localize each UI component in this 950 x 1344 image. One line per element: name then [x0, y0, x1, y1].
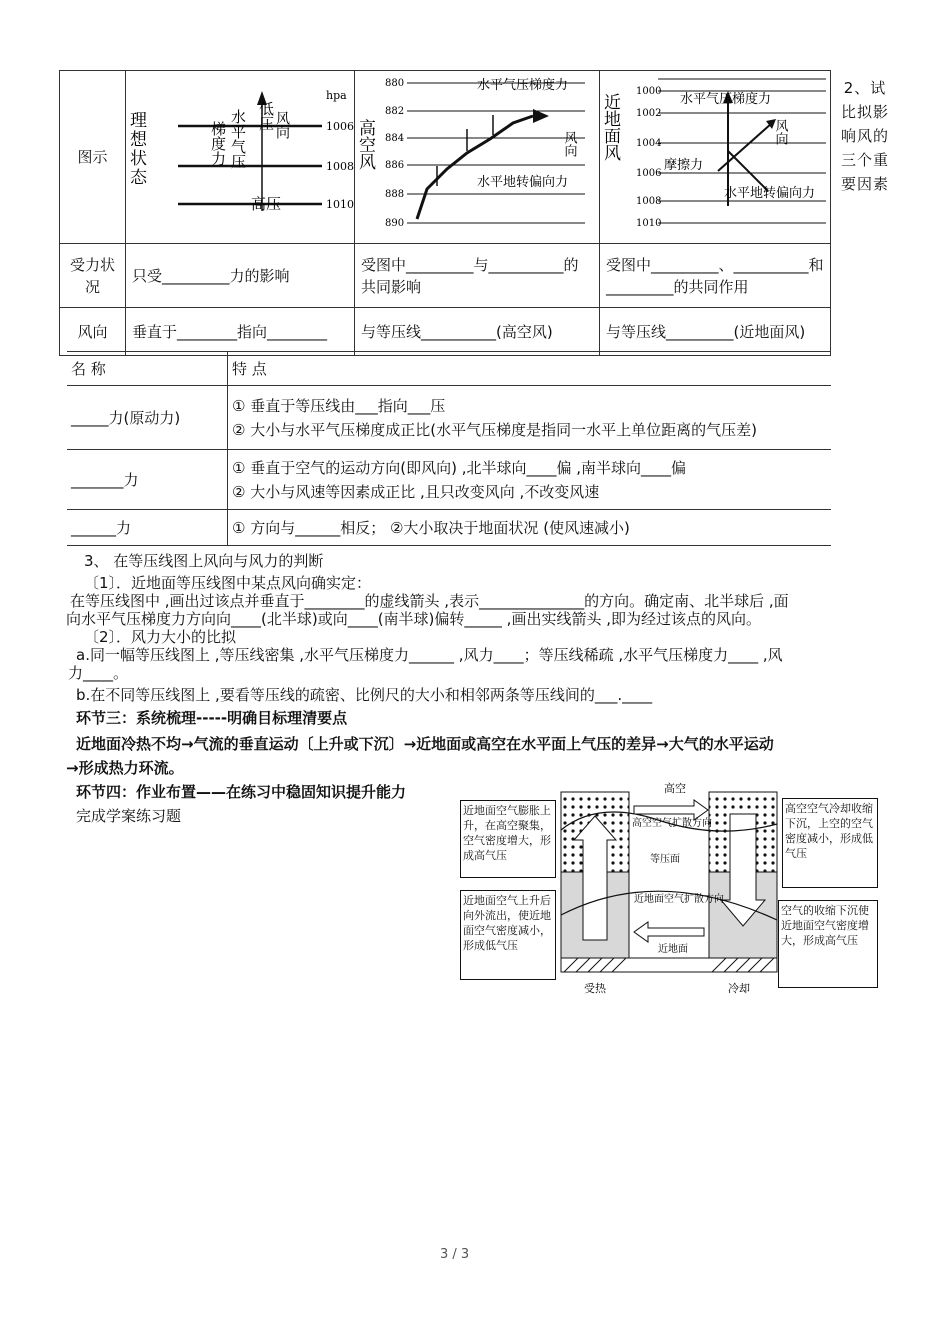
upper-wind-label: 风向	[561, 131, 577, 157]
upper-coriolis-label: 水平地转偏向力	[477, 175, 569, 190]
surface-isobar-label: 1002	[636, 108, 662, 119]
force-ideal: 只受_________力的影响	[126, 244, 355, 308]
section-3-1-title: 〔1〕．近地面等压线图中某点风向确实定：	[84, 574, 372, 592]
upper-wind-diagram	[355, 71, 599, 237]
wind-force-table	[59, 70, 831, 356]
surface-isobar-label: 1000	[636, 86, 662, 97]
upper-isobar-label: 882	[385, 106, 405, 117]
upper-isobar-label: 890	[385, 218, 405, 229]
box-top-right: 高空空气冷却收缩下沉，上空的空气密度减小，形成低气压	[782, 798, 878, 888]
upper-diagram-cell	[355, 71, 600, 244]
section-3-2-title: 〔2〕．风力大小的比拟	[84, 628, 237, 646]
surface-isobar-label: 1004	[636, 138, 662, 149]
upper-flow-label: 高空空气扩散方向	[632, 818, 712, 829]
row-label-wind: 风向	[60, 308, 126, 356]
ideal-gradient-label: 梯度力	[209, 121, 227, 166]
surface-wind-label: 风向	[772, 119, 788, 145]
force-name: _____力(原动力)	[67, 386, 228, 450]
force-name: _______力	[67, 450, 228, 510]
section-heading: 环节三：系统梳理-----明确目标理清要点	[76, 709, 348, 727]
ideal-horizontal-label: 水平气压	[229, 109, 247, 169]
ideal-high-label: 高压	[251, 195, 282, 213]
upper-title: 高空风	[355, 119, 375, 170]
section-3-2-text: a.同一幅等压线图上 ,等压线密集 ,水平气压梯度力______ ,风力____；等压线稀疏 ,水平气压梯度力____ ,风	[76, 646, 783, 664]
force-characteristics-table	[67, 351, 831, 546]
upper-isobar-label: 886	[385, 160, 405, 171]
section-3-title: 3、 在等压线图上风向与风力的判断	[84, 552, 324, 570]
surface-coriolis-label: 水平地转偏向力	[724, 186, 816, 201]
surface-isobar-label: 1006	[636, 168, 662, 179]
summary-text: →形成热力环流。	[66, 759, 184, 777]
ideal-unit: hpa	[326, 89, 347, 102]
ideal-low-label: 低压	[257, 101, 275, 131]
ideal-diagram-cell	[126, 71, 355, 244]
upper-isobar-label: 884	[385, 133, 405, 144]
upper-isobar-label: 880	[385, 78, 405, 89]
force-feature: ① 垂直于等压线由___指向___压	[232, 396, 446, 415]
homework-text: 完成学案练习题	[76, 807, 182, 825]
box-bottom-right: 空气的收缩下沉使近地面空气密度增大，形成高气压	[778, 900, 878, 988]
upper-isobar-label: 888	[385, 189, 405, 200]
section-3-1-text: 在等压线图中 ,画出过该点并垂直于________的虚线箭头 ,表示______________的方向。确定南、北半球后 ,面	[70, 592, 789, 610]
header-feature: 特 点	[228, 352, 832, 386]
force-feature: ② 大小与水平气压梯度成正比(水平气压梯度是指同一水平上单位距离的气压差)	[232, 420, 757, 439]
ideal-isobar-label: 1010	[326, 198, 354, 211]
section-3-2-text: 力____。	[68, 664, 129, 682]
surface-title: 近地面风	[600, 93, 620, 161]
upper-gradient-label: 水平气压梯度力	[477, 78, 569, 93]
header-name: 名 称	[67, 352, 228, 386]
force-feature: ② 大小与风速等因素成正比 ,且只改变风向 ,不改变风速	[232, 482, 600, 501]
section-3-2-text: b.在不同等压线图上 ,要看等压线的疏密、比例尺的大小和相邻两条等压线间的___.____	[76, 686, 653, 704]
surface-friction-label: 摩擦力	[664, 158, 704, 173]
row-label-diagram: 图示	[60, 71, 126, 244]
cooled-label: 冷却	[728, 982, 750, 995]
force-surface: 受图中_________、__________和_________的共同作用	[600, 244, 831, 308]
side-note: 2、试比拟影响风的三个重要因素	[840, 79, 889, 193]
force-feature: ① 方向与______相反； ②大小取决于地面状况 (使风速减小)	[232, 518, 630, 537]
section-heading: 环节四：作业布置——在练习中稳固知识提升能力	[76, 783, 407, 801]
ideal-state-diagram	[126, 71, 354, 237]
row-label-force: 受力状况	[60, 244, 126, 308]
surface-wind-diagram	[600, 71, 828, 237]
heated-label: 受热	[584, 982, 606, 995]
wind-ideal: 垂直于________指向________	[126, 308, 355, 356]
surface-label: 近地面	[658, 944, 688, 955]
surface-flow-label: 近地面空气扩散方向	[634, 894, 724, 905]
box-bottom-left: 近地面空气上升后向外流出，使近地面空气密度减小，形成低气压	[460, 890, 556, 980]
page-number: 3 / 3	[440, 1247, 470, 1262]
ideal-isobar-label: 1006	[326, 120, 354, 133]
surface-gradient-label: 水平气压梯度力	[680, 92, 772, 107]
ideal-isobar-label: 1008	[326, 160, 354, 173]
surface-diagram-cell	[600, 71, 831, 244]
upper-label: 高空	[664, 782, 686, 795]
box-top-left: 近地面空气膨胀上升，在高空聚集，空气密度增大，形成高气压	[460, 800, 556, 878]
wind-surface: 与等压线_________(近地面风)	[600, 308, 831, 356]
summary-text: 近地面冷热不均→气流的垂直运动〔上升或下沉〕→近地面或高空在水平面上气压的差异→大气的水平运动	[76, 735, 774, 753]
section-3-1-text: 向水平气压梯度力方向向____(北半球)或向____(南半球)偏转_____ ,画出实线箭头 ,即为经过该点的风向。	[66, 610, 761, 628]
force-upper: 受图中_________与__________的共同影响	[355, 244, 600, 308]
force-name: ______力	[67, 510, 228, 546]
ideal-wind-label: 风向	[274, 111, 290, 139]
wind-upper: 与等压线__________(高空风)	[355, 308, 600, 356]
force-feature: ① 垂直于空气的运动方向(即风向) ,北半球向____偏 ,南半球向____偏	[232, 458, 686, 477]
surface-isobar-label: 1010	[636, 218, 662, 229]
isobaric-label: 等压面	[650, 854, 680, 865]
surface-isobar-label: 1008	[636, 196, 662, 207]
ideal-title: 理想状态	[126, 111, 146, 187]
